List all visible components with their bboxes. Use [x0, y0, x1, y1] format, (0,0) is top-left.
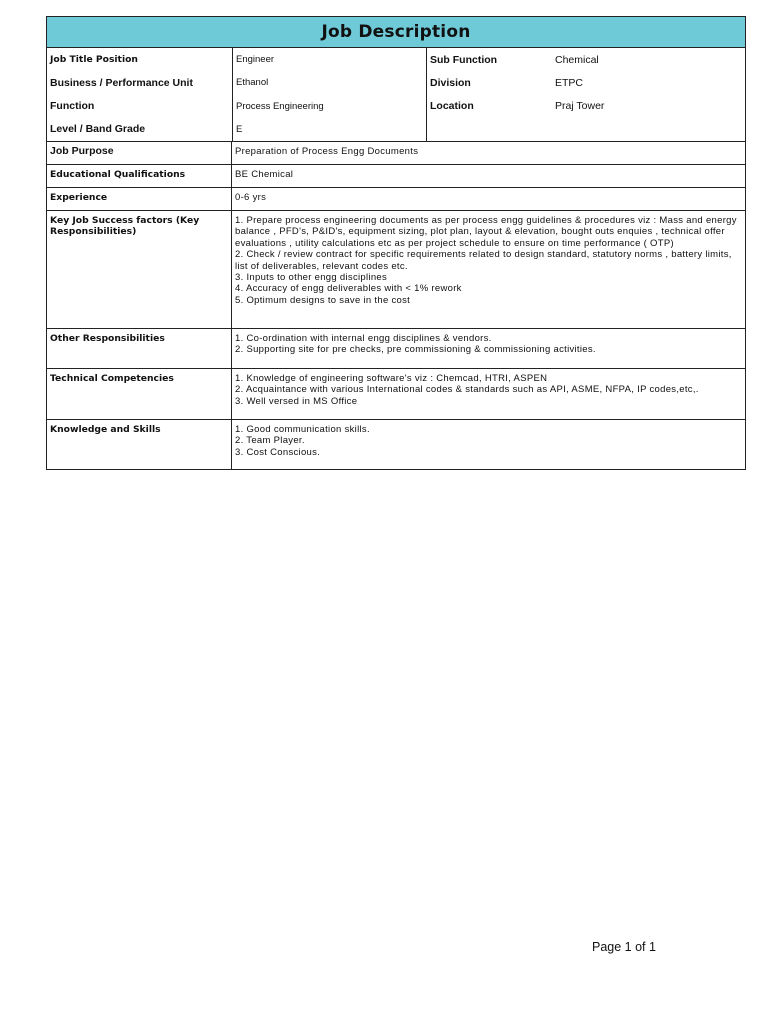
key-success-factors-row	[47, 211, 745, 329]
function-label: Function	[50, 100, 95, 113]
function-row	[47, 95, 426, 118]
job-purpose-value: Preparation of Process Engg Documents	[235, 146, 419, 157]
business-unit-label: Business / Performance Unit	[50, 76, 193, 89]
job-title-row	[47, 48, 426, 71]
division-value: ETPC	[555, 76, 584, 89]
location-label: Location	[430, 100, 474, 113]
experience-label: Experience	[47, 188, 232, 210]
header-right	[427, 48, 745, 141]
knowledge-skills-label: Knowledge and Skills	[47, 420, 232, 469]
header-section	[47, 48, 745, 142]
list-item: 2. Supporting site for pre checks, pre commissioning & commissioning activities.	[235, 344, 596, 356]
list-item: 3. Cost Conscious.	[235, 446, 321, 458]
other-responsibilities-list	[232, 329, 745, 368]
business-unit-row	[47, 71, 426, 94]
division-row	[427, 71, 745, 94]
list-item: 5. Optimum designs to save in the cost	[235, 294, 411, 306]
other-responsibilities-row	[47, 329, 745, 369]
knowledge-skills-row	[47, 420, 745, 469]
document-title: Job Description	[47, 17, 745, 48]
location-value: Praj Tower	[555, 100, 605, 113]
list-item: 1. Prepare process engineering documents as per process engg guidelines & procedures viz : Mass and energy balance , PFD's, P&ID's, equipment sizing, plot plan, layout & elevation, bought outs enquies , technical offer evaluations , utility calculations etc as per project schedule to ensure on time performance ( OTP)	[235, 215, 737, 249]
experience-value: 0-6 yrs	[235, 192, 267, 203]
level-row	[47, 118, 426, 141]
list-item: 1. Knowledge of engineering software's viz : Chemcad, HTRI, ASPEN	[235, 373, 548, 384]
list-item: 1. Good communication skills.	[235, 424, 370, 435]
job-title-label: Job Title Position	[50, 54, 138, 66]
page-number: Page 1 of 1	[592, 940, 656, 954]
list-item: 3. Well versed in MS Office	[235, 395, 358, 407]
education-label: Educational Qualifications	[47, 165, 232, 187]
job-description-table	[46, 16, 746, 470]
technical-competencies-label: Technical Competencies	[47, 369, 232, 419]
level-label: Level / Band Grade	[50, 123, 146, 136]
sub-function-label: Sub Function	[430, 53, 498, 66]
education-value: BE Chemical	[235, 169, 294, 180]
list-item: 3. Inputs to other engg disciplines	[235, 272, 388, 284]
header-left	[47, 48, 427, 141]
job-purpose-row	[47, 142, 745, 165]
technical-competencies-list	[232, 369, 745, 419]
key-success-factors-list	[232, 211, 745, 328]
list-item: 2. Check / review contract for specific requirements related to design standard, statutory norms , battery limits, list of deliverables, relevant codes etc.	[235, 249, 732, 272]
knowledge-skills-list	[232, 420, 745, 469]
sub-function-value: Chemical	[555, 53, 599, 66]
list-item: 1. Co-ordination with internal engg disciplines & vendors.	[235, 333, 492, 344]
key-success-factors-label: Key Job Success factors (Key Responsibilities)	[47, 211, 232, 328]
location-row	[427, 95, 745, 118]
other-responsibilities-label: Other Responsibilities	[47, 329, 232, 368]
list-item: 2. Acquaintance with various International codes & standards such as API, ASME, NFPA, IP codes,etc,.	[235, 384, 699, 396]
job-title-value: Engineer	[232, 48, 426, 71]
list-item: 4. Accuracy of engg deliverables with < 1% rework	[235, 283, 462, 295]
sub-function-row	[427, 48, 745, 71]
function-value: Process Engineering	[232, 95, 426, 118]
experience-row	[47, 188, 745, 211]
technical-competencies-row	[47, 369, 745, 420]
job-purpose-label: Job Purpose	[47, 142, 232, 164]
level-value: E	[232, 118, 426, 141]
division-label: Division	[430, 76, 471, 89]
business-unit-value: Ethanol	[232, 71, 426, 94]
education-row	[47, 165, 745, 188]
list-item: 2. Team Player.	[235, 435, 305, 447]
